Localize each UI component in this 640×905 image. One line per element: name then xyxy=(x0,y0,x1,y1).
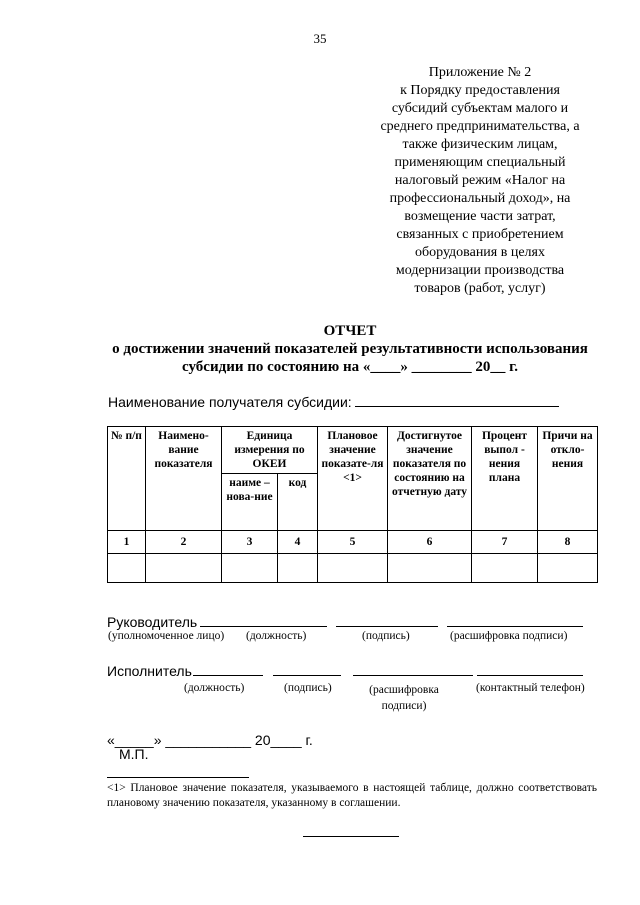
header-unit: Единица измерения по ОКЕИ xyxy=(222,427,318,474)
executor-caption-signature: (подпись) xyxy=(284,682,332,694)
head-caption-signature: (подпись) xyxy=(362,630,410,642)
report-date-line: субсидии по состоянию на «____» ________ 20__ г. xyxy=(182,359,518,375)
executor-signature-line[interactable] xyxy=(273,675,341,676)
header-unit-name: наиме – нова-ние xyxy=(222,474,278,531)
head-signature-line[interactable] xyxy=(336,626,438,627)
appendix-line: также физическим лицам, xyxy=(402,137,558,152)
header-unit-code: код xyxy=(278,474,318,531)
appendix-line: к Порядку предоставления xyxy=(400,83,560,98)
recipient-label: Наименование получателя субсидии: xyxy=(108,394,352,410)
executor-caption-phone: (контактный телефон) xyxy=(476,682,585,694)
appendix-line: модернизации производства xyxy=(395,263,565,278)
head-position-line[interactable] xyxy=(200,626,327,627)
column-number: 2 xyxy=(146,531,222,554)
appendix-line: среднего предпринимательства, а xyxy=(380,119,580,134)
end-line xyxy=(303,836,399,837)
executor-phone-line[interactable] xyxy=(477,675,583,676)
report-table xyxy=(107,426,598,583)
table-row xyxy=(108,554,598,583)
appendix-line: применяющим специальный xyxy=(394,155,566,170)
executor-label: Исполнитель xyxy=(107,663,192,679)
column-number: 8 xyxy=(538,531,598,554)
appendix-line: субсидий субъектам малого и xyxy=(391,101,569,116)
appendix-line: оборудования в целях xyxy=(415,245,545,260)
table-cell[interactable] xyxy=(108,554,146,583)
appendix-line: товаров (работ, услуг) xyxy=(414,281,546,296)
appendix-line: налоговый режим «Налог на xyxy=(394,173,566,188)
appendix-line: профессиональный доход», на xyxy=(389,191,571,206)
report-title xyxy=(60,322,640,376)
executor-caption-position: (должность) xyxy=(184,682,245,694)
executor-caption-decoding: (расшифровка подписи) xyxy=(369,684,439,712)
head-caption-position: (должность) xyxy=(246,630,307,642)
appendix-block xyxy=(340,64,620,298)
column-numbers-row xyxy=(108,531,598,554)
date-line: «_____» ___________ 20____ г. xyxy=(107,732,313,748)
column-number: 5 xyxy=(318,531,388,554)
header-achieved-value: Достигнутое значение показателя по состоянию на отчетную дату xyxy=(388,427,472,531)
header-num: № п/п xyxy=(108,427,146,531)
stamp-label: М.П. xyxy=(119,746,149,762)
table-cell[interactable] xyxy=(222,554,278,583)
column-number: 3 xyxy=(222,531,278,554)
head-decoding-line[interactable] xyxy=(447,626,583,627)
executor-position-line[interactable] xyxy=(193,675,263,676)
footnote-separator xyxy=(107,777,249,778)
appendix-line: возмещение части затрат, xyxy=(404,209,556,224)
table-cell[interactable] xyxy=(538,554,598,583)
header-indicator-name: Наимено-вание показателя xyxy=(146,427,222,531)
recipient-field[interactable] xyxy=(355,394,559,407)
column-number: 1 xyxy=(108,531,146,554)
page-number: 35 xyxy=(313,31,327,46)
column-number: 4 xyxy=(278,531,318,554)
table-cell[interactable] xyxy=(146,554,222,583)
appendix-line: связанных с приобретением xyxy=(396,227,564,242)
table-cell[interactable] xyxy=(472,554,538,583)
executor-decoding-line[interactable] xyxy=(353,675,473,676)
report-subtitle: о достижении значений показателей результативности использования xyxy=(112,341,588,357)
table-cell[interactable] xyxy=(278,554,318,583)
report-heading: ОТЧЕТ xyxy=(323,323,377,339)
column-number: 7 xyxy=(472,531,538,554)
header-plan-value: Плановое значение показате-ля <1> xyxy=(318,427,388,531)
footnote: <1> Плановое значение показателя, указываемого в настоящей таблице, должно соответствовать плановому значению показателя, указанному в соглашении. xyxy=(107,782,597,809)
table-cell[interactable] xyxy=(318,554,388,583)
recipient-row xyxy=(108,394,559,410)
head-caption-decoding: (расшифровка подписи) xyxy=(450,630,568,642)
appendix-line: Приложение № 2 xyxy=(428,65,532,80)
column-number: 6 xyxy=(388,531,472,554)
header-reasons: Причи на откло-нения xyxy=(538,427,598,531)
table-cell[interactable] xyxy=(388,554,472,583)
head-label: Руководитель xyxy=(107,614,198,630)
head-caption-authorized: (уполномоченное лицо) xyxy=(108,630,225,642)
header-percent: Процент выпол - нения плана xyxy=(472,427,538,531)
table-header-row xyxy=(108,427,598,474)
